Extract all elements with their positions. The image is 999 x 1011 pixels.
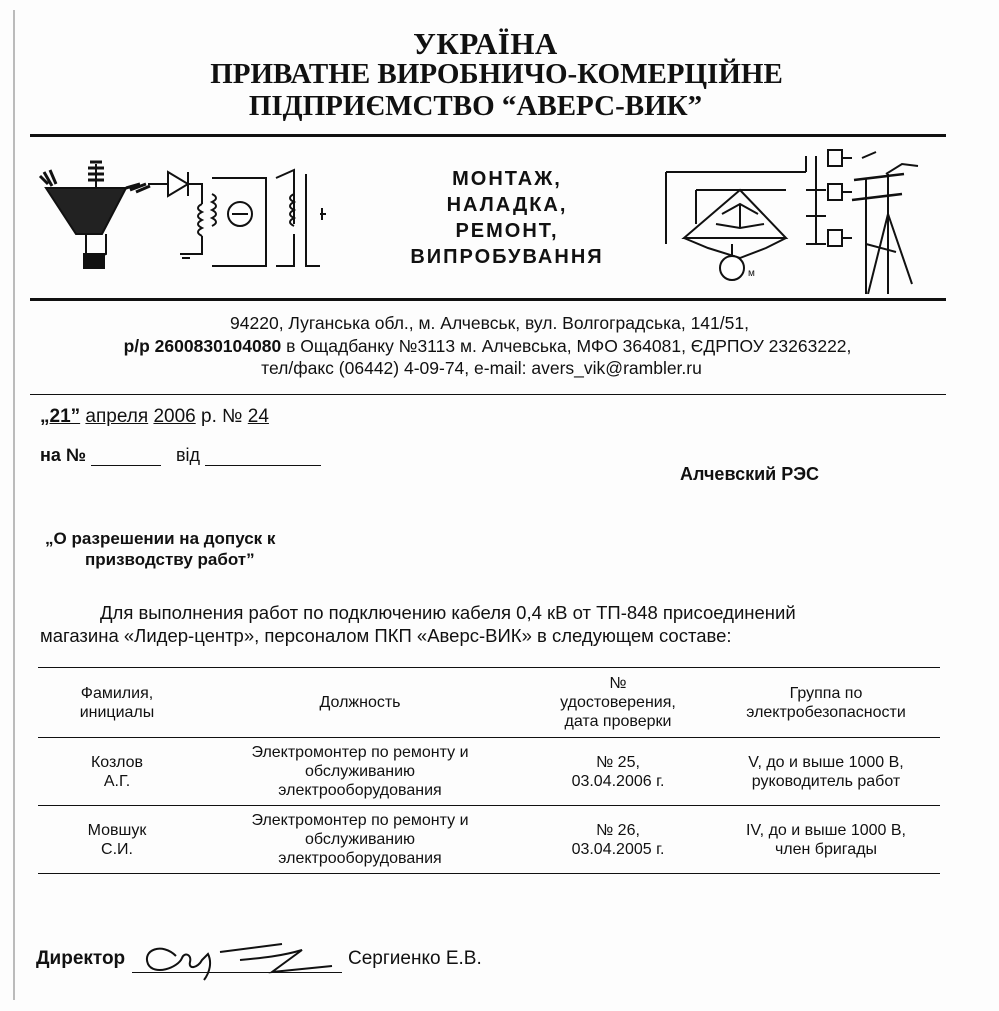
reference-date-label: від: [175, 445, 201, 465]
service-item: РЕМОНТ,: [455, 220, 559, 242]
reference-number-blank: [91, 444, 161, 466]
service-item: ВИПРОБУВАННЯ: [410, 246, 604, 268]
bank-details: [0, 336, 987, 357]
motor-label: м: [748, 268, 755, 279]
signatory-name: Сергиенко Е.В.: [348, 948, 482, 969]
letterhead-company-type: ПРИВАТНЕ ВИРОБНИЧО-КОМЕРЦІЙНЕ: [210, 58, 783, 90]
cell-safety-group: IV, до и выше 1000 В, член бригады: [746, 821, 906, 858]
bank-details-rest: в Ощадбанку №3113 м. Алчевська, МФО 364081, ЄДРПОУ 23263222,: [281, 336, 852, 356]
reference-date-blank: [205, 444, 321, 466]
cell-certificate: № 25, 03.04.2006 г.: [571, 753, 665, 790]
letterhead-country: УКРАЇНА: [413, 26, 558, 61]
cell-safety-group: V, до и выше 1000 В, руководитель работ: [748, 753, 904, 790]
recipient: Алчевский РЭС: [680, 464, 820, 484]
header-position: Должность: [319, 694, 401, 711]
header-safety-group: Группа по электробезопасности: [746, 684, 906, 721]
cell-position: Электромонтер по ремонту и обслуживанию электрооборудования: [251, 812, 469, 867]
power-distribution-logo: [656, 144, 946, 294]
header-rule-middle: [30, 298, 946, 301]
service-item: НАЛАДКА,: [446, 194, 568, 216]
reference-number-label: на №: [40, 445, 86, 465]
header-name: Фамилия, инициалы: [79, 684, 155, 721]
service-item: МОНТАЖ,: [452, 168, 562, 190]
header-certificate: № удостоверения, дата проверки: [560, 675, 676, 730]
account-number: р/р 2600830104080: [123, 336, 282, 356]
staff-table: [38, 667, 940, 874]
letterhead-company-name: ПІДПРИЄМСТВО “АВЕРС-ВИК”: [248, 90, 703, 122]
handwritten-signature: [132, 932, 342, 984]
body-line-2: магазина «Лидер-центр», персоналом ПКП «Аверс-ВИК» в следующем составе:: [40, 625, 732, 646]
cell-name: Мовшук С.И.: [87, 821, 147, 858]
subject-line-2: призводству работ”: [85, 550, 255, 569]
date-year: 2006: [153, 406, 196, 427]
scan-edge: [13, 10, 15, 1000]
date-day: „21”: [40, 406, 81, 427]
signatory-title: Директор: [36, 948, 126, 969]
cell-position: Электромонтер по ремонту и обслуживанию электрооборудования: [251, 744, 469, 799]
reference-line: [40, 444, 321, 466]
date-month: апреля: [85, 406, 149, 427]
company-address: 94220, Луганська обл., м. Алчевськ, вул. Волгоградська, 141/51,: [230, 313, 749, 333]
registration-label: р. №: [201, 406, 243, 427]
subject-line-1: „О разрешении на допуск к: [45, 529, 276, 548]
table-header-row: [38, 668, 940, 738]
table-row: [38, 806, 940, 874]
registration-number: 24: [247, 406, 269, 427]
table-row: [38, 738, 940, 806]
cell-name: Козлов А.Г.: [90, 753, 144, 790]
letter-body: [40, 601, 944, 647]
letter-subject: [45, 528, 275, 570]
header-rule-bottom: [30, 394, 946, 395]
header-rule-top: [30, 134, 946, 137]
body-line-1: Для выполнения работ по подключению кабеля 0,4 кВ от ТП-848 присоединений: [100, 602, 796, 623]
electrical-equipment-logo: [36, 154, 336, 274]
services-list: [372, 166, 642, 270]
letter-date-line: [40, 406, 269, 428]
cell-certificate: № 26, 03.04.2005 г.: [571, 821, 665, 858]
company-contacts: тел/факс (06442) 4-09-74, e-mail: avers_vik@rambler.ru: [261, 358, 702, 378]
